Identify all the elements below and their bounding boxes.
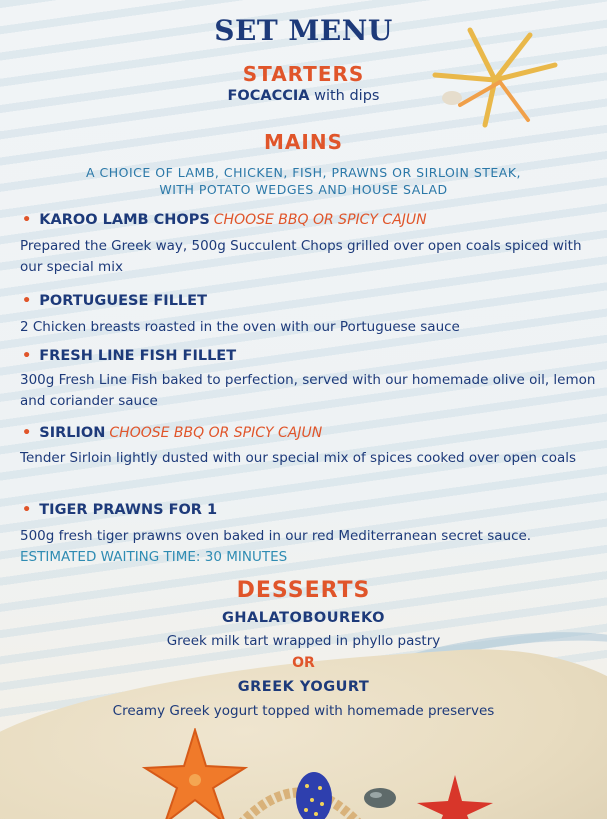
bullet-icon: • (22, 212, 32, 228)
main-item-heading (22, 348, 236, 364)
mains-heading: MAINS (264, 130, 343, 154)
main-item-name: TIGER PRAWNS FOR 1 (39, 502, 218, 518)
desserts-heading: DESSERTS (236, 578, 371, 603)
dessert-item-name: GREEK YOGURT (237, 679, 370, 695)
main-item-description: 300g Fresh Line Fish baked to perfection, served with our homemade olive oil, lemon and coriander sauce (20, 372, 596, 409)
main-item-option: CHOOSE BBQ OR SPICY CAJUN (109, 425, 323, 441)
mains-intro-line2: WITH POTATO WEDGES AND HOUSE SALAD (159, 182, 448, 197)
dessert-item-description: Greek milk tart wrapped in phyllo pastry (166, 633, 441, 649)
main-item-heading (22, 502, 217, 518)
main-item-description: Tender Sirloin lightly dusted with our special mix of spices cooked over open coals (20, 450, 577, 466)
bullet-icon: • (22, 502, 32, 518)
main-item-name: SIRLION (39, 425, 106, 441)
waiting-time-note: ESTIMATED WAITING TIME: 30 MINUTES (20, 549, 288, 565)
main-item-name: KAROO LAMB CHOPS (39, 212, 210, 228)
main-item-heading (22, 293, 207, 309)
main-item-description-text: 500g fresh tiger prawns oven baked in our red Mediterranean secret sauce. (20, 528, 532, 544)
dessert-item-name: GHALATOBOUREKO (222, 610, 385, 626)
dessert-item-description: Creamy Greek yogurt topped with homemade preserves (112, 703, 495, 719)
main-item-name: PORTUGUESE FILLET (39, 293, 207, 309)
main-item-heading (22, 425, 322, 441)
menu-title: SET MENU (214, 14, 393, 47)
starters-heading: STARTERS (242, 62, 365, 86)
bullet-icon: • (22, 293, 32, 309)
starters-item (0, 88, 607, 104)
red-starfish-icon (415, 775, 495, 819)
main-item-heading (22, 212, 427, 228)
main-item-description: 2 Chicken breasts roasted in the oven with our Portuguese sauce (20, 319, 460, 335)
starters-item-name: FOCACCIA (227, 88, 310, 104)
blue-seashell-icon (292, 768, 337, 819)
bullet-icon: • (22, 348, 32, 364)
pebble-icon (362, 786, 398, 810)
mains-intro-line1: A CHOICE OF LAMB, CHICKEN, FISH, PRAWNS OR SIRLOIN STEAK, (85, 165, 522, 180)
starters-item-suffix: with dips (309, 88, 380, 104)
main-item-description (20, 526, 600, 568)
or-separator: OR (292, 655, 315, 671)
main-item-name: FRESH LINE FISH FILLET (39, 348, 237, 364)
main-item-option: CHOOSE BBQ OR SPICY CAJUN (213, 212, 427, 228)
bullet-icon: • (22, 425, 32, 441)
orange-starfish-icon (140, 728, 250, 819)
main-item-description: Prepared the Greek way, 500g Succulent Chops grilled over open coals spiced with our special mix (20, 238, 582, 275)
